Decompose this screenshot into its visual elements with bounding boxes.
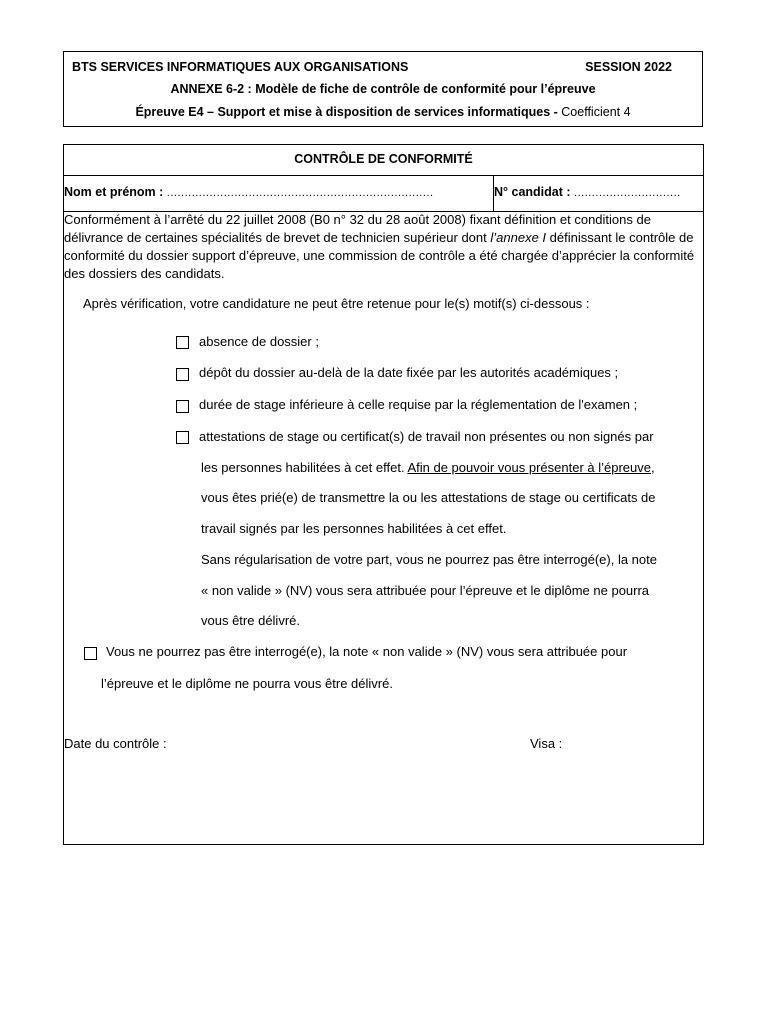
- option-missing-certificates-line7: vous être délivré.: [201, 613, 300, 628]
- candidate-number-dots: ..............................: [574, 187, 681, 199]
- form-title: CONTRÔLE DE CONFORMITÉ: [64, 145, 703, 176]
- option-missing-certificates-line2: [201, 459, 655, 477]
- candidate-info-row: [64, 175, 703, 212]
- checkbox-missing-certificates[interactable]: [176, 431, 189, 444]
- document-header: [63, 51, 703, 127]
- control-date-label: Date du contrôle :: [64, 736, 167, 751]
- option4-underlined: Afin de pouvoir vous présenter à l’épreuve: [407, 460, 651, 475]
- session-label: SESSION 2022: [585, 60, 672, 74]
- option-missing-certificates-line5: Sans régularisation de votre part, vous ne pourrez pas être interrogé(e), la note: [201, 552, 657, 567]
- option-not-admitted-line2: l’épreuve et le diplôme ne pourra vous être délivré.: [101, 676, 393, 691]
- candidate-number-label: N° candidat :: [494, 185, 571, 199]
- annex-title: ANNEXE 6-2 : Modèle de fiche de contrôle de conformité pour l’épreuve: [170, 82, 596, 96]
- name-label: Nom et prénom :: [64, 185, 164, 199]
- exam-subject-name: Épreuve E4 – Support et mise à disposition de services informatiques -: [135, 105, 562, 119]
- option-missing-certificates-line3: vous êtes prié(e) de transmettre la ou les attestations de stage ou certificats de: [201, 490, 656, 505]
- option-no-file-label: absence de dossier ;: [199, 334, 319, 349]
- option-not-admitted-line1: Vous ne pourrez pas être interrogé(e), la note « non valide » (NV) vous sera attribuée pour: [106, 644, 628, 659]
- exam-title: BTS SERVICES INFORMATIQUES AUX ORGANISATIONS: [72, 60, 409, 74]
- checkbox-no-file[interactable]: [176, 336, 189, 349]
- name-field[interactable]: [64, 175, 494, 211]
- intro-text-2: définissant le contrôle de conformité du dossier support d’épreuve, une commission de contrôle a été chargée d’apprécier la conformité des dossiers des candidats.: [64, 230, 695, 281]
- checkbox-late-submission[interactable]: [176, 368, 189, 381]
- checkbox-not-admitted[interactable]: [84, 647, 97, 660]
- exam-subject: [64, 105, 702, 119]
- option-late-submission-label: dépôt du dossier au-delà de la date fixée par les autorités académiques ;: [199, 365, 619, 380]
- coefficient: Coefficient 4: [561, 105, 631, 119]
- name-dots: ...........................................................................: [166, 187, 434, 199]
- candidate-number-field[interactable]: [494, 175, 703, 211]
- checkbox-short-internship[interactable]: [176, 400, 189, 413]
- option-missing-certificates-line4: travail signés par les personnes habilitées à cet effet.: [201, 521, 507, 536]
- visa-label: Visa :: [530, 736, 563, 751]
- option-short-internship-label: durée de stage inférieure à celle requise par la réglementation de l'examen ;: [199, 397, 638, 412]
- verification-statement: Après vérification, votre candidature ne peut être retenue pour le(s) motif(s) ci-dessous :: [83, 296, 590, 311]
- intro-text-1: Conformément à l’arrêté du 22 juillet 2008 (B0 n° 32 du 28 août 2008) fixant définition et conditions de délivrance de certaines spécialités de brevet de technicien supérieur dont: [64, 212, 651, 245]
- conformity-form: [63, 144, 704, 845]
- option-missing-certificates-line6: « non valide » (NV) vous sera attribuée pour l’épreuve et le diplôme ne pourra: [201, 583, 650, 598]
- intro-paragraph: [64, 211, 704, 283]
- option4-text-a: les personnes habilitées à cet effet.: [201, 460, 408, 475]
- option4-comma: ,: [651, 460, 655, 475]
- intro-annex-ref: l’annexe I: [490, 230, 547, 245]
- option-missing-certificates-line1: attestations de stage ou certificat(s) de travail non présentes ou non signés par: [199, 429, 654, 444]
